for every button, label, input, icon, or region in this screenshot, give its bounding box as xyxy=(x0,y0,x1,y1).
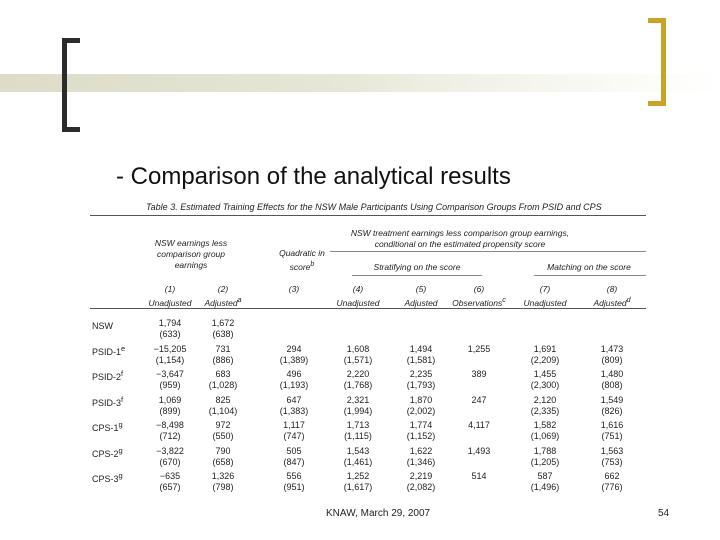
table-cell-std-error: (1,346) xyxy=(406,456,436,467)
row-label: PSID-3$^f$ xyxy=(92,394,124,408)
table-cell-std-error: (1,793) xyxy=(406,380,436,390)
table-cell-value: 505 xyxy=(286,445,302,456)
table-cell-std-error: (1,154) xyxy=(155,354,185,365)
table-cell-std-error: (1,389) xyxy=(279,354,309,365)
table-cell-value: 1,608 xyxy=(346,343,370,354)
column-header xyxy=(262,284,326,295)
table-cell-std-error: (2,209) xyxy=(530,354,560,365)
table-cell-std-error: (899) xyxy=(159,405,181,416)
table-cell-value: 2,220 xyxy=(346,369,370,379)
table-cell-value: 1,582 xyxy=(533,420,557,430)
table-cell-value: 825 xyxy=(215,394,231,405)
table-cell-std-error: (809) xyxy=(601,354,623,365)
table-cell-value: 587 xyxy=(537,471,553,481)
table-cell-std-error: (633) xyxy=(159,329,181,339)
group-header-propensity: NSW treatment earnings less comparison group earnings, conditional on the estimated propensity score xyxy=(350,228,570,249)
column-header xyxy=(326,284,390,309)
table-cell-value: 294 xyxy=(286,343,302,354)
table-cell-value: 1,255 xyxy=(467,343,491,354)
column-number: (3) xyxy=(288,284,300,294)
table-cell-value: 731 xyxy=(215,343,231,354)
column-number: (1) xyxy=(164,284,176,294)
table-cell-std-error: (1,205) xyxy=(530,456,560,467)
row-label: CPS-3$^g$ xyxy=(92,471,123,484)
table-cell-value: 514 xyxy=(471,471,487,481)
table-cell-std-error: (959) xyxy=(159,380,181,390)
table-cell-std-error: (2,082) xyxy=(406,482,436,492)
table-cell-value: 496 xyxy=(286,369,302,379)
table-cell-value: 1,473 xyxy=(600,343,624,354)
table-cell-std-error: (2,002) xyxy=(406,405,436,416)
table-cell-value: 389 xyxy=(471,369,487,379)
table-cell-std-error: (1,994) xyxy=(343,405,373,416)
table-cell-value: 1,794 xyxy=(158,318,182,328)
table-cell-value: 1,563 xyxy=(600,445,624,456)
table-cell-value: 1,616 xyxy=(600,420,624,430)
row-label: PSID-2$^f$ xyxy=(92,369,124,382)
column-number: (4) xyxy=(352,284,364,294)
table-cell-value: 4,117 xyxy=(468,420,490,430)
table-cell-value: −635 xyxy=(159,471,181,481)
table-cell-value: 1,549 xyxy=(600,394,624,405)
table-cell-std-error: (776) xyxy=(601,482,623,492)
table-cell-std-error: (886) xyxy=(212,354,234,365)
table-cell-value: 1,672 xyxy=(211,318,235,328)
table-cell-value: −8,498 xyxy=(156,420,184,430)
column-header xyxy=(191,284,255,309)
header-stripe xyxy=(0,74,720,92)
table-cell-std-error: (1,193) xyxy=(279,380,309,390)
table-cell-std-error: (847) xyxy=(283,456,305,467)
table-cell-std-error: (747) xyxy=(283,431,305,441)
table-cell-value: 1,326 xyxy=(211,471,235,481)
column-label: Unadjusted xyxy=(523,297,567,308)
subheader-matching: Matching on the score xyxy=(547,262,631,272)
table-cell-value: 1,774 xyxy=(409,420,433,430)
column-number: (6) xyxy=(473,284,485,294)
table-cell-value: 556 xyxy=(286,471,302,481)
column-header xyxy=(580,284,644,309)
table-cell-std-error: (1,069) xyxy=(530,431,560,441)
table-cell-value: 1,870 xyxy=(409,394,433,405)
row-label: NSW xyxy=(92,321,113,331)
table-cell-value: 790 xyxy=(215,445,231,456)
subheader-quadratic: Quadratic in score$^b$ xyxy=(279,248,325,272)
table-cell-value: 247 xyxy=(471,394,487,405)
page-number: 54 xyxy=(658,508,670,519)
row-label: PSID-1e xyxy=(92,343,126,357)
column-header xyxy=(447,284,511,309)
table-cell-std-error: (1,617) xyxy=(343,482,373,492)
table-cell-value: 2,321 xyxy=(346,394,370,405)
stratifying-rule xyxy=(352,275,482,276)
table-caption: Table 3. Estimated Training Effects for the NSW Male Participants Using Comparison Groups From PSID and CPS xyxy=(146,202,602,212)
table-cell-std-error: (2,335) xyxy=(530,405,560,416)
column-label: Unadjusted xyxy=(336,297,380,308)
table-cell-value: 662 xyxy=(604,471,620,481)
table-cell-std-error: (712) xyxy=(159,431,181,441)
table-cell-std-error: (1,028) xyxy=(208,380,238,390)
right-bracket-decoration xyxy=(648,18,666,106)
column-label: Observations$^c$ xyxy=(452,296,506,308)
table-cell-std-error: (1,152) xyxy=(406,431,436,441)
column-number: (8) xyxy=(606,284,618,294)
column-label: Adjusted$^a$ xyxy=(204,296,242,308)
table-cell-std-error: (751) xyxy=(601,431,623,441)
table-cell-value: 1,788 xyxy=(533,445,557,456)
group-header-raw: NSW earnings less comparison group earnings xyxy=(154,238,228,270)
table-cell-value: 2,120 xyxy=(533,394,557,405)
table-cell-std-error: (658) xyxy=(212,456,234,467)
column-number: (2) xyxy=(217,284,229,294)
table-cell-std-error: (1,768) xyxy=(343,380,373,390)
table-cell-value: 683 xyxy=(215,369,231,379)
column-number: (7) xyxy=(539,284,551,294)
table-cell-value: 1,543 xyxy=(346,445,370,456)
table-top-rule xyxy=(90,215,646,216)
slide-title: - Comparison of the analytical results xyxy=(116,163,511,190)
table-cell-value: 1,494 xyxy=(409,343,433,354)
table-cell-std-error: (1,104) xyxy=(208,405,238,416)
table-cell-value: −3,822 xyxy=(156,445,184,456)
table-cell-value: 1,480 xyxy=(600,369,624,379)
table-cell-value: 1,493 xyxy=(467,445,491,456)
matching-rule xyxy=(534,275,646,276)
slide-footer: KNAW, March 29, 2007 xyxy=(326,508,431,519)
table-cell-std-error: (808) xyxy=(601,380,623,390)
table-cell-std-error: (1,581) xyxy=(406,354,436,365)
column-label: Adjusted$^d$ xyxy=(593,296,631,308)
table-cell-std-error: (798) xyxy=(212,482,234,492)
column-header xyxy=(513,284,577,309)
table-cell-std-error: (951) xyxy=(283,482,305,492)
table-cell-value: 1,622 xyxy=(409,445,433,456)
table-cell-value: 972 xyxy=(215,420,231,430)
table-cell-value: 2,219 xyxy=(409,471,433,481)
table-cell-value: 1,713 xyxy=(346,420,370,430)
table-cell-std-error: (1,496) xyxy=(530,482,560,492)
table-cell-std-error: (638) xyxy=(212,329,234,339)
row-label: CPS-1$^g$ xyxy=(92,420,123,433)
table-cell-std-error: (1,383) xyxy=(279,405,309,416)
table-cell-value: 647 xyxy=(286,394,302,405)
column-number: (5) xyxy=(415,284,427,294)
table-cell-std-error: (657) xyxy=(159,482,181,492)
row-label: CPS-2$^g$ xyxy=(92,445,123,459)
table-cell-std-error: (550) xyxy=(212,431,234,441)
table-cell-value: 1,117 xyxy=(283,420,305,430)
table-cell-value: 1,691 xyxy=(533,343,557,354)
subheader-stratifying: Stratifying on the score xyxy=(373,262,461,272)
column-header xyxy=(389,284,453,309)
table-cell-value: 2,235 xyxy=(409,369,433,379)
table-cell-std-error: (1,115) xyxy=(344,431,372,441)
column-label: Adjusted xyxy=(404,297,438,308)
table-cell-std-error: (826) xyxy=(601,405,623,416)
table-cell-value: 1,069 xyxy=(158,394,182,405)
column-label: Unadjusted xyxy=(148,297,192,308)
table-cell-std-error: (1,571) xyxy=(343,354,373,365)
header-bottom-rule xyxy=(90,308,646,309)
group2-rule xyxy=(330,251,646,252)
table-cell-std-error: (753) xyxy=(601,456,623,467)
left-bracket-decoration xyxy=(62,38,80,132)
table-cell-std-error: (1,461) xyxy=(343,456,373,467)
table-cell-value: −3,647 xyxy=(156,369,184,379)
table-cell-std-error: (2,300) xyxy=(530,380,560,390)
table-cell-value: −15,205 xyxy=(153,343,187,354)
results-table xyxy=(90,200,650,512)
table-cell-value: 1,455 xyxy=(533,369,557,379)
table-cell-std-error: (670) xyxy=(159,456,181,467)
table-cell-value: 1,252 xyxy=(346,471,370,481)
